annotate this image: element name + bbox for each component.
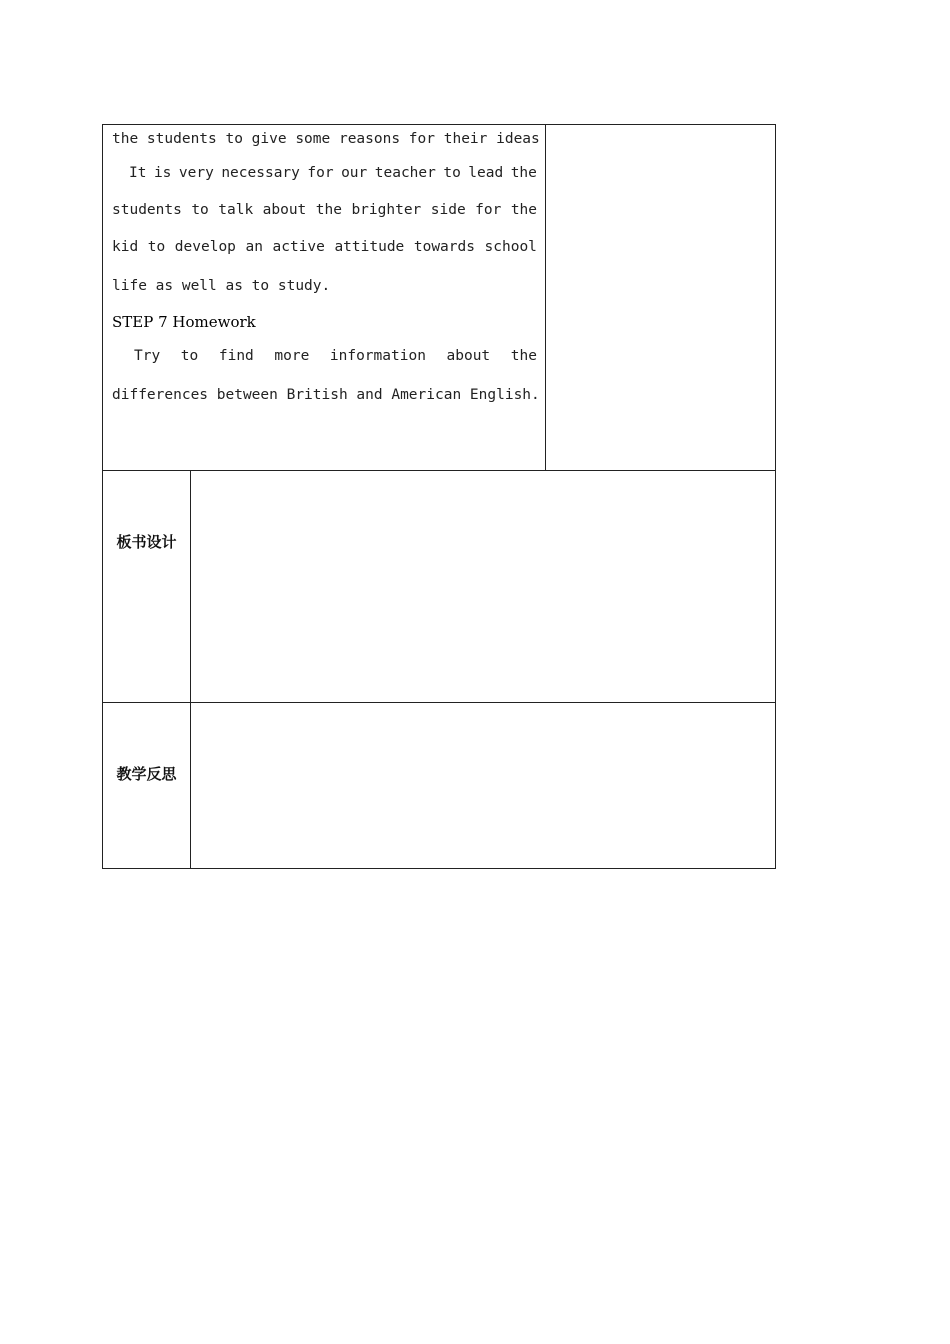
word: school (484, 239, 537, 255)
text-line: the students to give some reasons for their ideas (112, 131, 540, 147)
word: It (129, 165, 147, 181)
word: information (329, 348, 426, 364)
word: teacher (374, 165, 436, 181)
word: lead (468, 165, 504, 181)
word: brighter (351, 202, 422, 218)
word: for (307, 165, 334, 181)
word: side (430, 202, 466, 218)
word: about (446, 348, 491, 364)
word: the (510, 348, 537, 364)
board-design-content (191, 471, 776, 703)
word: an (245, 239, 263, 255)
board-design-label-cell (103, 471, 191, 703)
word: our (341, 165, 368, 181)
lesson-plan-table (102, 124, 776, 869)
word: find (218, 348, 254, 364)
reflection-content (191, 703, 776, 869)
word: students (112, 202, 182, 218)
word: to (147, 239, 166, 255)
word: the (315, 202, 342, 218)
word: kid (112, 239, 139, 255)
reflection-label-cell (103, 703, 191, 869)
word: attitude (334, 239, 405, 255)
teacher-para-line-1 (112, 165, 537, 181)
board-design-label: 板书设计 (116, 533, 177, 551)
word: more (274, 348, 310, 364)
teacher-para-line-2 (112, 202, 537, 218)
reflection-label: 教学反思 (116, 765, 177, 783)
word: Try (134, 348, 161, 364)
word: for (475, 202, 502, 218)
word: the (510, 165, 537, 181)
word: towards (413, 239, 475, 255)
board-design-row (103, 471, 776, 703)
word: active (272, 239, 325, 255)
step7-heading: STEP 7 Homework (112, 313, 256, 331)
word: is (153, 165, 172, 181)
word: about (262, 202, 307, 218)
word: very (178, 165, 214, 181)
word: to (443, 165, 461, 181)
word: to (191, 202, 209, 218)
reflection-row (103, 703, 776, 869)
homework-line-2: differences between British and American English. (112, 387, 540, 403)
homework-line-1 (112, 348, 537, 364)
steps-content-cell (103, 125, 546, 471)
word: develop (174, 239, 236, 255)
text-line: life as well as to study. (112, 278, 331, 294)
word: talk (218, 202, 254, 218)
teacher-para-line-3 (112, 239, 537, 255)
steps-notes-cell (546, 125, 776, 471)
word: the (510, 202, 538, 218)
word: necessary (221, 165, 300, 181)
steps-row (103, 125, 776, 471)
word: to (180, 348, 199, 364)
